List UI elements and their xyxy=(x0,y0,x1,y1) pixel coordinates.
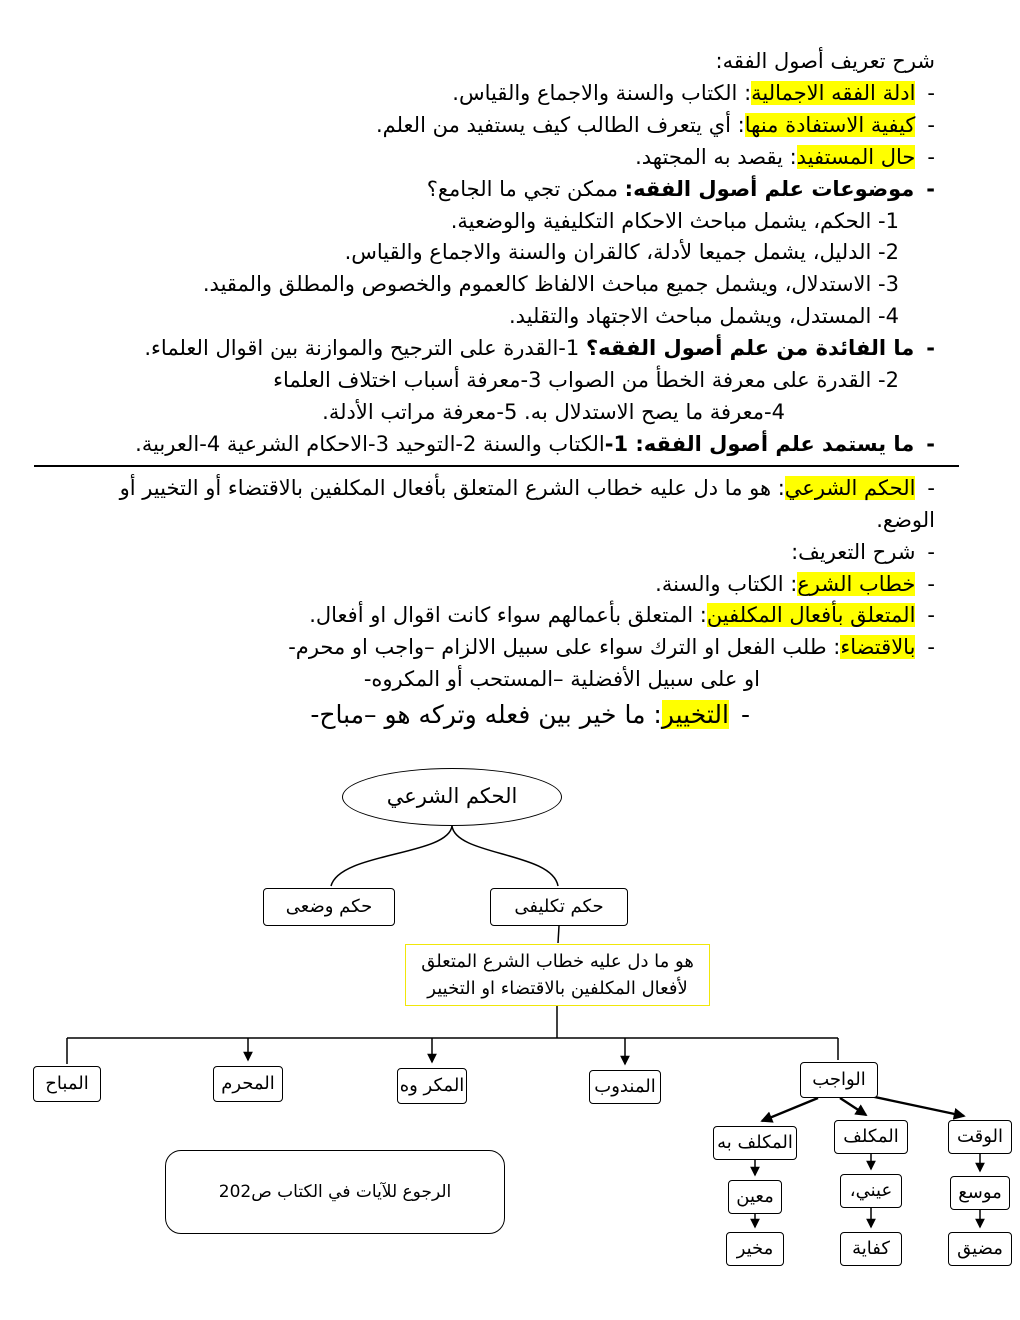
list-item xyxy=(58,78,935,110)
bold-term: موضوعات علم أصول الفقه: xyxy=(624,176,915,201)
node-muwassa: موسع xyxy=(950,1176,1010,1210)
node-mandub: المندوب xyxy=(589,1070,661,1104)
bullet-dash: - xyxy=(926,176,935,201)
numbered-item xyxy=(58,269,935,301)
list-item xyxy=(58,142,935,174)
highlight-term: بالاقتضاء xyxy=(840,635,916,660)
definition-line-1: هو ما دل عليه خطاب الشرع المتعلق xyxy=(421,951,694,972)
highlight-term: خطاب الشرع xyxy=(797,571,916,596)
bold-term: ما يستمد علم أصول الفقه: 1- xyxy=(604,431,915,456)
highlight-term: المتعلق بأفعال المكلفين xyxy=(706,603,916,628)
node-definition-box xyxy=(405,944,710,1006)
bullet-dash: - xyxy=(927,112,935,137)
bullet-dash: - xyxy=(927,144,935,169)
node-mukallaf-bihi: المكلف به xyxy=(713,1126,797,1160)
highlight-term: ادلة الفقه الاجمالية xyxy=(751,80,916,105)
list-item xyxy=(58,333,935,365)
list-item xyxy=(58,174,935,206)
numbered-item xyxy=(58,397,935,429)
numbered-item xyxy=(58,206,935,238)
highlight-term: حال المستفيد xyxy=(796,144,916,169)
list-item xyxy=(58,569,935,601)
numbered-item xyxy=(58,365,935,397)
line-text: : طلب الفعل او الترك سواء على سبيل الالزام –واجب او محرم- xyxy=(288,635,841,660)
node-mudayyaq: مضيق xyxy=(948,1232,1012,1266)
bullet-dash: - xyxy=(926,336,935,361)
list-item xyxy=(58,429,935,461)
node-waqt: الوقت xyxy=(948,1120,1012,1154)
line-text: 2- القدرة على معرفة الخطأ من الصواب 3-معرفة أسباب اختلاف العلماء xyxy=(273,368,899,393)
node-obligatory-ruling: حكم تكليفى xyxy=(490,888,628,926)
list-item xyxy=(58,537,935,569)
highlight-term: التخيير xyxy=(661,700,729,730)
bullet-dash: - xyxy=(927,603,935,628)
continuation-line xyxy=(58,664,935,696)
highlight-term: الحكم الشرعي xyxy=(784,475,916,500)
note-box: الرجوع للآيات في الكتاب ص202 xyxy=(165,1150,505,1234)
node-mukhayyar: مخير xyxy=(726,1232,784,1266)
bullet-dash: - xyxy=(740,700,750,730)
line-text: : هو ما دل عليه خطاب الشرع المتعلق بأفعال المكلفين بالاقتضاء أو التخيير أو الوضع. xyxy=(119,475,935,532)
bold-term: ما الفائدة من علم أصول الفقه؟ xyxy=(585,336,915,361)
highlight-term: كيفية الاستفادة منها xyxy=(744,112,916,137)
node-kifaya: كفاية xyxy=(840,1232,902,1266)
page-title: شرح تعريف أصول الفقه: xyxy=(715,49,935,73)
node-muayyan: معين xyxy=(728,1180,782,1214)
node-muharram: المحرم xyxy=(213,1066,283,1102)
node-makruh: المكر وه xyxy=(397,1068,467,1104)
line-text: : المتعلق بأعمالهم سواء كانت اقوال او أفعال. xyxy=(309,603,707,628)
definition-line-2: لأفعال المكلفين بالاقتضاء او التخيير xyxy=(427,978,688,999)
line-text: 1- الحكم، يشمل مباحث الاحكام التكليفية والوضعية. xyxy=(450,208,899,233)
line-text: 4-معرفة ما يصح الاستدلال به. 5-معرفة مراتب الأدلة. xyxy=(322,399,785,424)
list-item xyxy=(58,473,935,537)
list-item xyxy=(58,600,935,632)
list-item xyxy=(58,632,935,664)
list-item xyxy=(58,696,935,734)
line-text: شرح التعريف: xyxy=(791,539,916,564)
line-text: : أي يتعرف الطالب كيف يستفيد من العلم. xyxy=(375,112,745,137)
line-text: : ما خير بين فعله وتركه هو –مباح- xyxy=(310,700,662,730)
bullet-dash: - xyxy=(927,635,935,660)
bullet-dash: - xyxy=(927,571,935,596)
section-divider xyxy=(34,465,959,467)
bullet-dash: - xyxy=(927,80,935,105)
line-text: : الكتاب والسنة. xyxy=(655,571,798,596)
line-text: : الكتاب والسنة والاجماع والقياس. xyxy=(452,80,752,105)
flowchart xyxy=(0,760,1020,1320)
line-text: 2- الدليل، يشمل جميعا لأدلة، كالقران والسنة والاجماع والقياس. xyxy=(344,240,899,265)
bullet-dash: - xyxy=(927,475,935,500)
numbered-item xyxy=(58,237,935,269)
bullet-dash: - xyxy=(926,431,935,456)
numbered-item xyxy=(58,301,935,333)
line-text: او على سبيل الأفضلية –المستحب أو المكروه- xyxy=(363,667,760,692)
node-wajib: الواجب xyxy=(800,1062,878,1098)
line-text: : يقصد به المجتهد. xyxy=(635,144,797,169)
line-text: 1-القدرة على الترجيح والموازنة بين اقوال العلماء. xyxy=(144,336,586,361)
list-item xyxy=(58,110,935,142)
line-text: 4- المستدل، ويشمل مباحث الاجتهاد والتقليد. xyxy=(508,304,899,329)
bullet-dash: - xyxy=(927,539,935,564)
line-text: ممكن تجي ما الجامع؟ xyxy=(426,176,625,201)
node-ayni: عيني، xyxy=(840,1174,902,1208)
node-mubah: المباح xyxy=(33,1066,101,1102)
node-declaratory-ruling: حكم وضعى xyxy=(263,888,395,926)
node-mukallaf: المكلف xyxy=(834,1120,908,1154)
line-text: 3- الاستدلال، ويشمل جميع مباحث الالفاظ كالعموم والخصوص والمطلق والمقيد. xyxy=(202,272,899,297)
node-legal-ruling: الحكم الشرعي xyxy=(342,768,562,826)
line-text: الكتاب والسنة 2-التوحيد 3-الاحكام الشرعية 4-العربية. xyxy=(135,431,605,456)
